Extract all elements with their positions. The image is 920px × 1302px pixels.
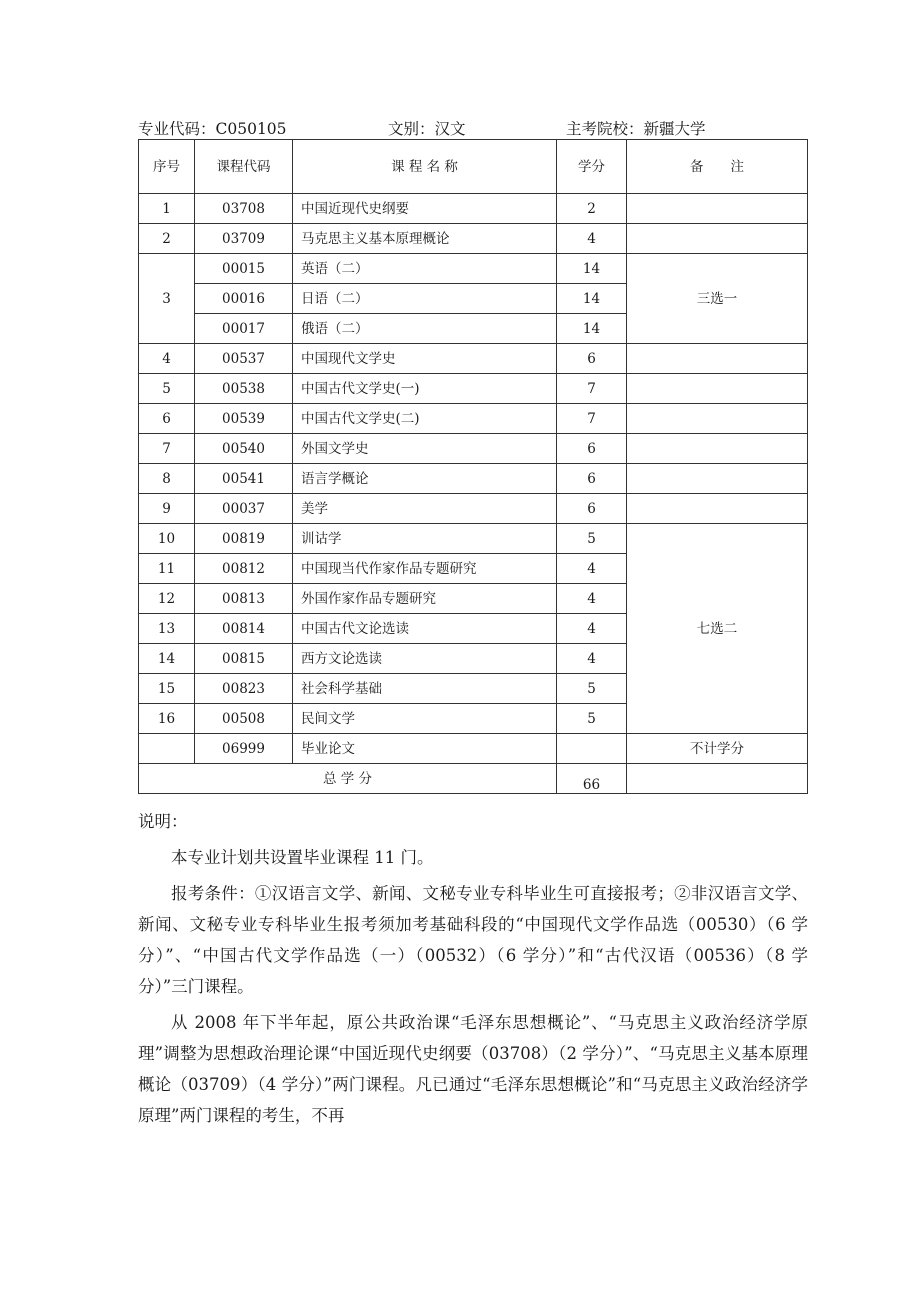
row-no <box>139 734 195 764</box>
row-credit: 4 <box>557 584 627 614</box>
row-remark <box>627 434 808 464</box>
row-remark <box>627 464 808 494</box>
table-header-row <box>139 140 808 194</box>
col-header-no: 序号 <box>139 140 195 194</box>
row-no: 12 <box>139 584 195 614</box>
total-credit: 66 <box>557 764 627 794</box>
row-code: 00819 <box>195 524 293 554</box>
row-name: 中国近现代史纲要 <box>293 194 557 224</box>
row-remark <box>627 404 808 434</box>
row-credit: 4 <box>557 644 627 674</box>
table-row <box>139 254 808 284</box>
document-header <box>138 117 818 139</box>
row-code: 00037 <box>195 494 293 524</box>
row-code: 00540 <box>195 434 293 464</box>
table-row <box>139 374 808 404</box>
institution: 主考院校：新疆大学 <box>566 120 706 138</box>
col-header-credit: 学分 <box>557 140 627 194</box>
row-no: 8 <box>139 464 195 494</box>
col-header-remark: 备 注 <box>627 140 808 194</box>
row-name: 美学 <box>293 494 557 524</box>
row-no: 15 <box>139 674 195 704</box>
table-row <box>139 464 808 494</box>
row-no: 9 <box>139 494 195 524</box>
remark-elective-group: 七选二 <box>627 524 808 734</box>
col-header-code: 课程代码 <box>195 140 293 194</box>
table-row <box>139 494 808 524</box>
row-name: 中国古代文学史(二) <box>293 404 557 434</box>
major-code: 专业代码：C050105 <box>138 120 287 138</box>
row-credit: 14 <box>557 314 627 344</box>
notes-paragraph-1: 本专业计划共设置毕业课程 11 门。 <box>171 848 434 867</box>
row-name: 俄语（二） <box>293 314 557 344</box>
row-credit: 6 <box>557 464 627 494</box>
total-row <box>139 764 808 794</box>
remark-thesis: 不计学分 <box>627 734 808 764</box>
row-name: 中国现当代作家作品专题研究 <box>293 554 557 584</box>
row-code: 00813 <box>195 584 293 614</box>
total-label: 总 学 分 <box>139 764 557 794</box>
row-code: 00814 <box>195 614 293 644</box>
row-credit: 14 <box>557 284 627 314</box>
row-code: 00539 <box>195 404 293 434</box>
row-credit: 7 <box>557 404 627 434</box>
row-credit: 14 <box>557 254 627 284</box>
row-credit: 4 <box>557 554 627 584</box>
col-header-name: 课 程 名 称 <box>293 140 557 194</box>
row-credit: 5 <box>557 674 627 704</box>
row-credit: 5 <box>557 704 627 734</box>
row-name: 训诂学 <box>293 524 557 554</box>
row-name: 中国古代文学史(一) <box>293 374 557 404</box>
row-credit: 5 <box>557 524 627 554</box>
row-name: 社会科学基础 <box>293 674 557 704</box>
notes-title: 说明： <box>138 812 188 831</box>
row-no: 10 <box>139 524 195 554</box>
row-credit: 4 <box>557 224 627 254</box>
remark-lang-group: 三选一 <box>627 254 808 344</box>
row-no: 1 <box>139 194 195 224</box>
row-code: 00823 <box>195 674 293 704</box>
row-name: 民间文学 <box>293 704 557 734</box>
row-no: 16 <box>139 704 195 734</box>
row-remark <box>627 494 808 524</box>
row-code: 00508 <box>195 704 293 734</box>
table-row <box>139 224 808 254</box>
total-remark <box>627 764 808 794</box>
row-credit: 6 <box>557 434 627 464</box>
notes-paragraph-2: 报考条件：①汉语言文学、新闻、文秘专业专科毕业生可直接报考；②非汉语言文学、新闻、文秘专业专科毕业生报考须加考基础科段的“中国现代文学作品选（00530）（6 学分）”、“中国古代文学作品选（一）（00532）（6 学分）”和“古代汉语（00536）（8 学分）”三门课程。 <box>138 884 808 996</box>
row-code: 00538 <box>195 374 293 404</box>
row-remark <box>627 374 808 404</box>
row-remark <box>627 194 808 224</box>
row-name: 马克思主义基本原理概论 <box>293 224 557 254</box>
row-no: 4 <box>139 344 195 374</box>
row-no: 13 <box>139 614 195 644</box>
row-name: 中国古代文论选读 <box>293 614 557 644</box>
row-credit: 6 <box>557 344 627 374</box>
row-name: 西方文论选读 <box>293 644 557 674</box>
row-no: 6 <box>139 404 195 434</box>
category: 文别：汉文 <box>388 120 466 138</box>
row-no: 14 <box>139 644 195 674</box>
row-credit: 6 <box>557 494 627 524</box>
row-code: 00812 <box>195 554 293 584</box>
table-row <box>139 194 808 224</box>
row-name: 语言学概论 <box>293 464 557 494</box>
row-code: 00016 <box>195 284 293 314</box>
row-code: 06999 <box>195 734 293 764</box>
table-row <box>139 434 808 464</box>
table-row <box>139 404 808 434</box>
row-credit: 2 <box>557 194 627 224</box>
row-code: 00015 <box>195 254 293 284</box>
table-row-thesis <box>139 734 808 764</box>
row-code: 03708 <box>195 194 293 224</box>
row-code: 03709 <box>195 224 293 254</box>
row-no: 2 <box>139 224 195 254</box>
row-name: 毕业论文 <box>293 734 557 764</box>
row-credit <box>557 734 627 764</box>
row-no: 7 <box>139 434 195 464</box>
row-remark <box>627 224 808 254</box>
row-no: 3 <box>139 254 195 344</box>
table-row <box>139 524 808 554</box>
row-code: 00017 <box>195 314 293 344</box>
row-no: 11 <box>139 554 195 584</box>
row-name: 中国现代文学史 <box>293 344 557 374</box>
table-row <box>139 344 808 374</box>
row-credit: 7 <box>557 374 627 404</box>
row-code: 00541 <box>195 464 293 494</box>
row-name: 外国作家作品专题研究 <box>293 584 557 614</box>
row-remark <box>627 344 808 374</box>
row-no: 5 <box>139 374 195 404</box>
course-table <box>138 139 808 794</box>
row-name: 日语（二） <box>293 284 557 314</box>
row-code: 00537 <box>195 344 293 374</box>
row-code: 00815 <box>195 644 293 674</box>
notes-paragraph-3: 从 2008 年下半年起，原公共政治课“毛泽东思想概论”、“马克思主义政治经济学原理”调整为思想政治理论课“中国近现代史纲要（03708）（2 学分）”、“马克思主义基本原理概论（03709）（4 学分）”两门课程。凡已通过“毛泽东思想概论”和“马克思主义政治经济学原理”两门课程的考生，不再 <box>138 1013 808 1125</box>
row-name: 外国文学史 <box>293 434 557 464</box>
notes-section <box>138 806 808 1131</box>
row-name: 英语（二） <box>293 254 557 284</box>
row-credit: 4 <box>557 614 627 644</box>
